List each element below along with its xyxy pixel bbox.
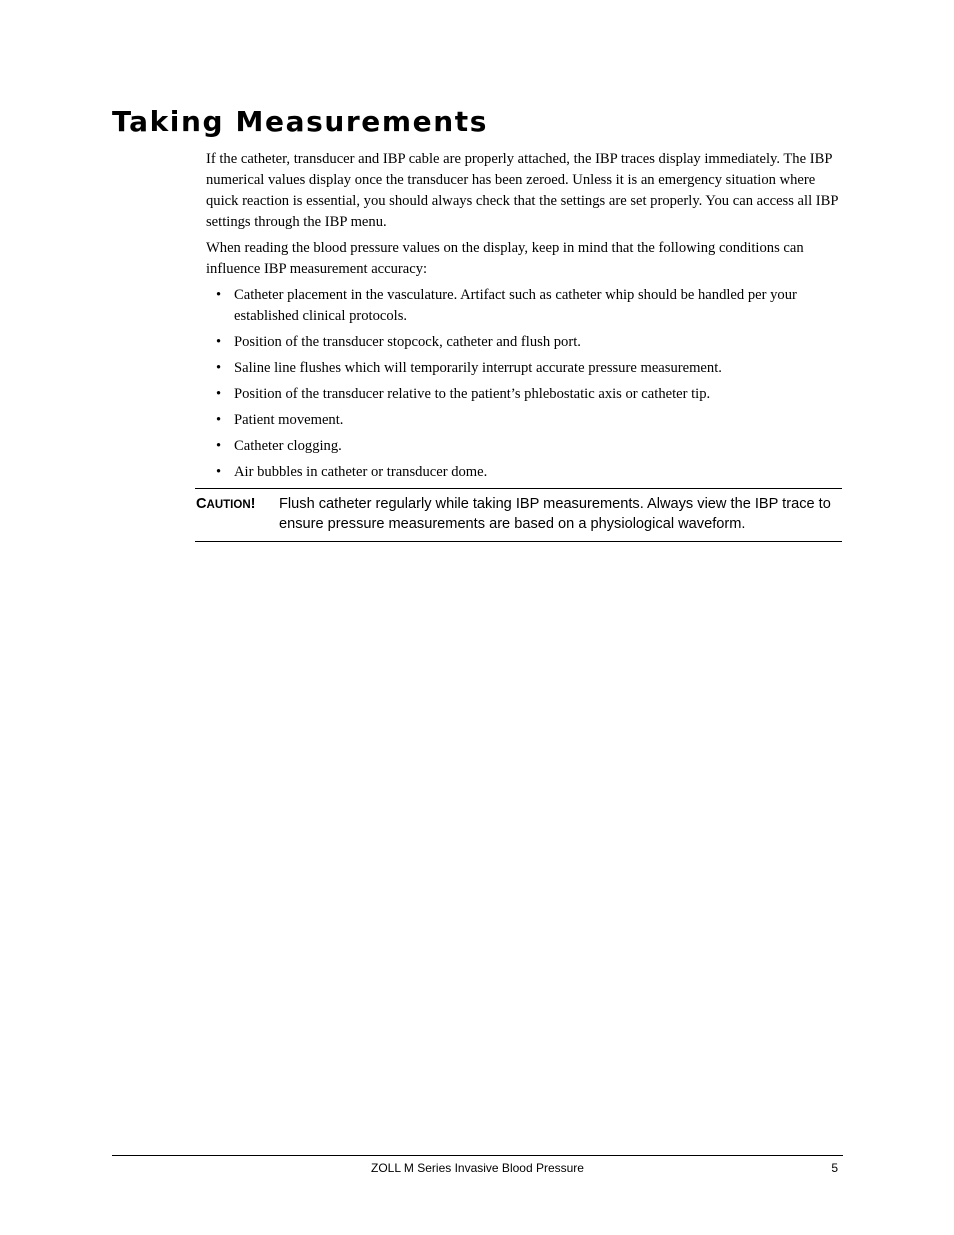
caution-text: Flush catheter regularly while taking IBP measurements. Always view the IBP trace to ensure pressure measurements are based on a physiological waveform.	[279, 496, 831, 532]
bullet-icon: •	[216, 334, 222, 350]
list-item-text: Catheter placement in the vasculature. Artifact such as catheter whip should be handled per your established clinical protocols.	[234, 287, 797, 324]
list-item-text: Position of the transducer relative to the patient’s phlebostatic axis or catheter tip.	[234, 386, 711, 402]
list-item	[206, 462, 842, 483]
caution-label-bang: !	[250, 496, 256, 512]
list-item-text: Saline line flushes which will temporarily interrupt accurate pressure measurement.	[234, 360, 722, 376]
caution-label	[195, 494, 279, 534]
list-item	[206, 410, 842, 431]
list-item-text: Catheter clogging.	[234, 438, 342, 454]
list-item-text: Air bubbles in catheter or transducer dome.	[234, 464, 488, 480]
condition-list	[206, 285, 842, 483]
bullet-icon: •	[216, 287, 222, 303]
footer-divider	[112, 1155, 843, 1156]
body-text	[206, 149, 842, 488]
accuracy-paragraph: When reading the blood pressure values on the display, keep in mind that the following conditions can influence IBP measurement accuracy:	[206, 240, 804, 277]
caution-label-initial: C	[196, 496, 207, 512]
caution-label-rest: AUTION	[206, 499, 251, 511]
list-item	[206, 358, 842, 379]
bullet-icon: •	[216, 438, 222, 454]
list-item-text: Patient movement.	[234, 412, 344, 428]
bullet-icon: •	[216, 464, 222, 480]
footer-title: ZOLL M Series Invasive Blood Pressure	[371, 1161, 584, 1175]
intro-paragraph: If the catheter, transducer and IBP cable are properly attached, the IBP traces display immediately. The IBP numerical values display once the transducer has been zeroed. Unless it is an emergency situation where quick reaction is essential, you should always check that the settings are set properly. You can access all IBP settings through the IBP menu.	[206, 151, 838, 230]
bullet-icon: •	[216, 360, 222, 376]
list-item	[206, 384, 842, 405]
caution-box	[195, 488, 842, 542]
page-title: Taking Measurements	[112, 105, 489, 138]
list-item	[206, 332, 842, 353]
bullet-icon: •	[216, 412, 222, 428]
list-item-text: Position of the transducer stopcock, catheter and flush port.	[234, 334, 581, 350]
list-item	[206, 285, 842, 327]
page-number: 5	[831, 1161, 838, 1175]
list-item	[206, 436, 842, 457]
bullet-icon: •	[216, 386, 222, 402]
